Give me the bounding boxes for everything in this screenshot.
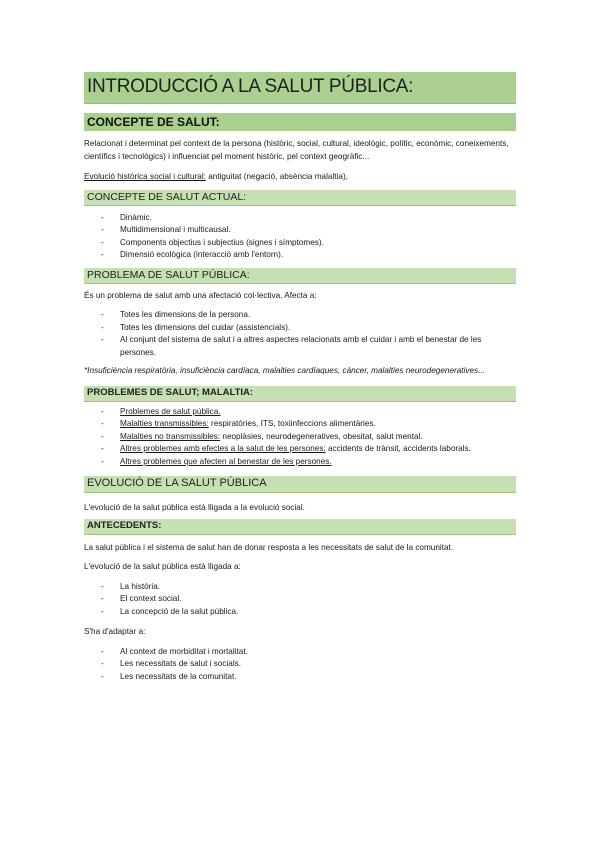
problema-note: *Insuficiència respiratòria, insuficiència cardíaca, malalties cardíaques, càncer, malalties neurodegeneratives... (84, 366, 485, 375)
section-heading-actual: CONCEPTE DE SALUT ACTUAL: (84, 190, 516, 206)
malaltia-list (84, 406, 516, 469)
list-item: - Components objectius i subjectius (signes i símptomes). (84, 237, 516, 250)
antecedents-text-3: S'ha d'adaptar a: (84, 627, 146, 636)
list-item: - Al conjunt del sistema de salut i a altres aspectes relacionats amb el cuidar i amb el benestar de les persones. (84, 334, 516, 359)
item-label: Malalties no transmissibles: (120, 431, 221, 441)
item-label: Altres problemes que afecten al benestar de les persones. (120, 456, 332, 466)
list-item (84, 431, 516, 444)
item-label: Problemes de salut pública. (120, 406, 221, 416)
list-item (84, 406, 516, 419)
list-item: - Multidimensional i multicausal. (84, 224, 516, 237)
list-item: - La història. (84, 581, 516, 594)
section-heading-problema: PROBLEMA DE SALUT PÚBLICA: (84, 268, 516, 284)
evolucio-historica (84, 171, 516, 184)
actual-list (84, 212, 516, 262)
document-page (84, 72, 516, 683)
problema-list (84, 309, 516, 359)
antecedents-list-1 (84, 581, 516, 619)
antecedents-text-2: L'evolució de la salut pública està lligada a: (84, 562, 241, 571)
item-label: Altres problemes amb efectes a la salut de les persones: (120, 444, 326, 453)
list-item (84, 418, 516, 431)
antecedents-text-1: La salut pública i el sistema de salut han de donar resposta a les necessitats de salut de la comunitat. (84, 542, 454, 552)
list-item: - Totes les dimensions del cuidar (assistencials). (84, 322, 516, 335)
list-item: - Al context de morbiditat i mortalitat. (84, 646, 516, 659)
list-item (84, 456, 516, 469)
item-text: respiratòries, ITS, toxiinfeccions alimentàries. (208, 419, 376, 428)
list-item: - Dinàmic. (84, 212, 516, 225)
list-item (84, 443, 516, 456)
list-item: - El context social. (84, 593, 516, 606)
item-label: Malalties transmissibles: (120, 419, 209, 428)
problema-intro: És un problema de salut amb una afectació col·lectiva. Afecta a: (84, 290, 317, 300)
list-item: - Dimensió ecològica (interacció amb l'entorn). (84, 249, 516, 262)
section-heading-concepte: CONCEPTE DE SALUT: (84, 113, 516, 131)
list-item: - Les necessitats de salut i socials. (84, 658, 516, 671)
item-text: neoplàsies, neurodegeneratives, obesitat, salut mental. (220, 431, 423, 441)
list-item: - Les necessitats de la comunitat. (84, 671, 516, 684)
concepte-text: Relacionat i determinat pel context de la persona (històric, social, cultural, ideològic, polític, econòmic, coneixements, científics i tecnològics) i influenciat pel moment històric, pel context geogràfic... (84, 139, 509, 161)
evolucio-text: antiguitat (negació, absència malaltia), (205, 172, 348, 181)
item-text: accidents de trànsit, accidents laborals. (325, 444, 471, 453)
evolucio-label: Evolució històrica social i cultural: (84, 172, 206, 181)
evolucio-text: L'evolució de la salut pública està lligada a la evolució social. (84, 503, 305, 512)
section-heading-evolucio: EVOLUCIÓ DE LA SALUT PÚBLICA (84, 476, 516, 493)
antecedents-list-2 (84, 646, 516, 684)
section-heading-antecedents: ANTECEDENTS: (84, 519, 516, 535)
list-item: - Totes les dimensions de la persona. (84, 309, 516, 322)
page-title: INTRODUCCIÓ A LA SALUT PÚBLICA: (84, 72, 516, 104)
list-item: - La concepció de la salut pública. (84, 606, 516, 619)
section-heading-malaltia: PROBLEMES DE SALUT; MALALTIA: (84, 386, 516, 402)
